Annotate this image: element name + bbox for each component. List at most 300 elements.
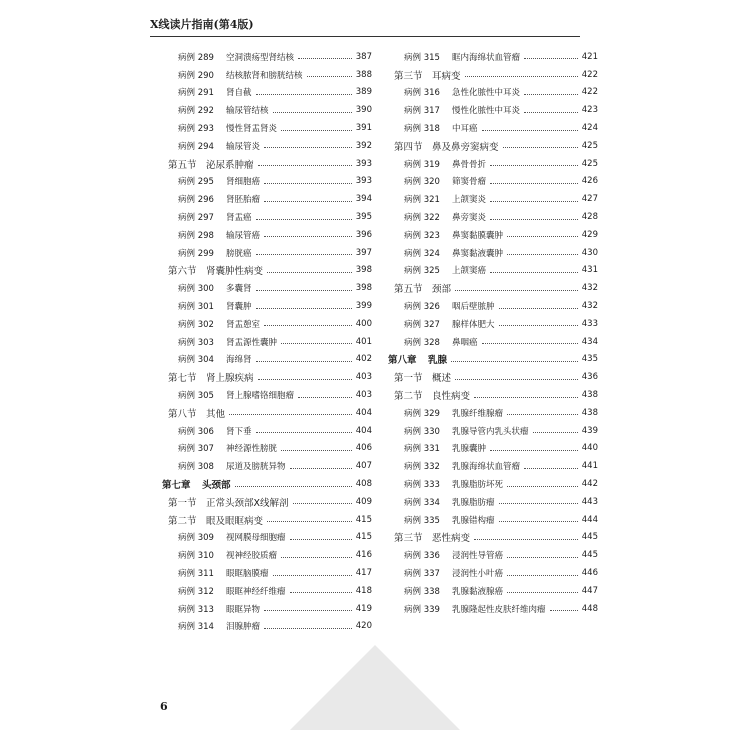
toc-entry-case — [388, 457, 598, 475]
toc-entry-page: 397 — [355, 247, 372, 258]
toc-entry-label: 病例 323 — [404, 230, 440, 241]
toc-leader-dots — [256, 308, 352, 309]
toc-entry-case — [388, 208, 598, 226]
toc-entry-label: 病例 293 — [178, 124, 214, 135]
toc-entry-title: 肾盂源性囊肿 — [226, 337, 278, 348]
toc-leader-dots — [298, 397, 352, 398]
toc-entry-title: 乳腺海绵状血管瘤 — [452, 462, 521, 473]
toc-entry-page: 442 — [581, 479, 598, 490]
toc-entry-page: 430 — [581, 247, 598, 258]
toc-entry-title: 咽后壁脓肿 — [452, 302, 495, 313]
toc-leader-dots — [256, 361, 352, 362]
toc-entry-title: 眶内海绵状血管瘤 — [452, 52, 521, 63]
toc-entry-page: 441 — [581, 461, 598, 472]
toc-entry-title: 急性化脓性中耳炎 — [452, 88, 521, 99]
toc-entry-page: 434 — [581, 336, 598, 347]
toc-leader-dots — [465, 76, 578, 77]
toc-entry-label: 病例 303 — [178, 337, 214, 348]
toc-entry-label: 第二节 — [394, 391, 423, 403]
toc-entry-page: 408 — [355, 479, 372, 490]
toc-entry-section — [162, 262, 372, 280]
toc-entry-page: 415 — [355, 532, 372, 543]
toc-entry-section — [162, 511, 372, 529]
toc-entry-title: 多囊肾 — [226, 284, 252, 295]
toc-entry-page: 395 — [355, 212, 372, 223]
toc-entry-title: 其他 — [206, 408, 226, 420]
toc-leader-dots — [264, 236, 352, 237]
toc-entry-title: 腺样体肥大 — [452, 319, 495, 330]
toc-entry-title: 泌尿系肿瘤 — [206, 159, 254, 171]
toc-leader-dots — [499, 503, 578, 504]
toc-entry-title: 尿道及膀胱异物 — [226, 462, 286, 473]
toc-entry-title: 泪腺肿瘤 — [226, 622, 261, 633]
toc-entry-page: 396 — [355, 229, 372, 240]
toc-entry-title: 颈部 — [432, 284, 452, 296]
toc-leader-dots — [524, 468, 578, 469]
toc-entry-label: 病例 339 — [404, 604, 440, 615]
toc-entry-case — [162, 173, 372, 191]
toc-leader-dots — [307, 76, 352, 77]
toc-leader-dots — [490, 201, 578, 202]
toc-entry-page: 432 — [581, 283, 598, 294]
toc-entry-page: 438 — [581, 390, 598, 401]
toc-entry-title: 慢性肾盂肾炎 — [226, 124, 278, 135]
toc-leader-dots — [264, 325, 352, 326]
toc-entry-case — [162, 422, 372, 440]
toc-entry-section — [162, 493, 372, 511]
toc-entry-section — [388, 529, 598, 547]
toc-entry-case — [388, 315, 598, 333]
toc-entry-title: 头颈部 — [202, 480, 231, 492]
toc-entry-case — [388, 600, 598, 618]
toc-entry-page: 409 — [355, 496, 372, 507]
page-number: 6 — [160, 700, 168, 713]
toc-leader-dots — [267, 521, 352, 522]
toc-entry-label: 病例 298 — [178, 230, 214, 241]
toc-entry-case — [162, 386, 372, 404]
toc-entry-label: 病例 320 — [404, 177, 440, 188]
toc-entry-case — [162, 440, 372, 458]
toc-entry-page: 407 — [355, 461, 372, 472]
toc-entry-case — [388, 155, 598, 173]
toc-entry-title: 鼻咽癌 — [452, 337, 478, 348]
toc-leader-dots — [264, 628, 352, 629]
toc-entry-case — [162, 84, 372, 102]
toc-entry-title: 乳腺错构瘤 — [452, 515, 495, 526]
toc-entry-case — [162, 529, 372, 547]
toc-entry-title: 鼻及鼻旁窦病变 — [432, 141, 499, 153]
toc-leader-dots — [490, 450, 578, 451]
toc-leader-dots — [499, 308, 578, 309]
toc-leader-dots — [499, 521, 578, 522]
toc-leader-dots — [264, 183, 352, 184]
toc-entry-case — [162, 600, 372, 618]
toc-entry-title: 眼眶异物 — [226, 604, 261, 615]
toc-entry-page: 400 — [355, 318, 372, 329]
toc-entry-title: 恶性病变 — [432, 533, 471, 545]
toc-entry-label: 第五节 — [394, 284, 423, 296]
toc-entry-page: 438 — [581, 407, 598, 418]
toc-leader-dots — [264, 610, 352, 611]
toc-entry-title: 空洞溃疡型肾结核 — [226, 52, 295, 63]
toc-leader-dots — [507, 592, 578, 593]
toc-entry-label: 病例 336 — [404, 551, 440, 562]
toc-entry-title: 眼眶脑膜瘤 — [226, 569, 269, 579]
toc-entry-title: 乳腺囊肿 — [452, 444, 487, 455]
toc-leader-dots — [258, 165, 352, 166]
toc-entry-label: 病例 291 — [178, 88, 214, 99]
toc-leader-dots — [256, 254, 352, 255]
toc-entry-title: 眼眶神经纤维瘤 — [226, 586, 286, 597]
toc-entry-case — [388, 582, 598, 600]
toc-entry-case — [162, 226, 372, 244]
toc-leader-dots — [550, 610, 578, 611]
toc-entry-label: 病例 331 — [404, 444, 440, 455]
toc-leader-dots — [455, 290, 578, 291]
toc-entry-case — [388, 511, 598, 529]
toc-entry-title: 肾盂癌 — [226, 213, 252, 224]
toc-entry-title: 肾胚胎瘤 — [226, 195, 261, 206]
toc-entry-label: 病例 317 — [404, 106, 440, 117]
toc-entry-title: 鼻窦黏膜囊肿 — [452, 230, 504, 241]
toc-entry-page: 427 — [581, 194, 598, 205]
toc-entry-label: 病例 318 — [404, 124, 440, 135]
toc-leader-dots — [281, 343, 352, 344]
toc-entry-label: 第六节 — [168, 266, 197, 278]
toc-entry-title: 肾上腺疾病 — [206, 373, 254, 385]
toc-entry-label: 病例 322 — [404, 213, 440, 224]
toc-entry-label: 第三节 — [394, 533, 423, 545]
toc-entry-title: 鼻窦黏液囊肿 — [452, 248, 504, 259]
toc-leader-dots — [490, 272, 578, 273]
toc-leader-dots — [264, 201, 352, 202]
toc-entry-label: 病例 305 — [178, 391, 214, 402]
toc-entry-case — [388, 493, 598, 511]
toc-entry-title: 中耳癌 — [452, 124, 478, 135]
toc-entry-page: 429 — [581, 229, 598, 240]
toc-entry-page: 420 — [355, 621, 372, 632]
toc-entry-section — [388, 368, 598, 386]
toc-leader-dots — [507, 486, 578, 487]
toc-leader-dots — [507, 414, 578, 415]
toc-leader-dots — [290, 592, 352, 593]
toc-entry-title: 眼及眼眶病变 — [206, 515, 264, 527]
toc-entry-page: 439 — [581, 425, 598, 436]
toc-entry-label: 病例 312 — [178, 586, 214, 597]
toc-entry-case — [388, 297, 598, 315]
toc-leader-dots — [281, 450, 352, 451]
toc-entry-title: 肾细胞癌 — [226, 177, 261, 188]
toc-entry-page: 406 — [355, 443, 372, 454]
toc-leader-dots — [290, 468, 352, 469]
toc-entry-label: 第一节 — [394, 373, 423, 385]
toc-entry-case — [162, 457, 372, 475]
toc-entry-label: 病例 326 — [404, 302, 440, 313]
toc-entry-case — [162, 101, 372, 119]
toc-entry-title: 肾囊肿 — [226, 302, 252, 313]
toc-entry-title: 肾上腺嗜铬细胞瘤 — [226, 391, 295, 402]
toc-entry-case — [162, 190, 372, 208]
toc-entry-label: 病例 315 — [404, 52, 440, 63]
toc-entry-case — [388, 244, 598, 262]
toc-entry-case — [388, 440, 598, 458]
toc-entry-case — [162, 564, 372, 582]
toc-leader-dots — [273, 112, 352, 113]
toc-entry-title: 肾盂憩室 — [226, 319, 261, 330]
toc-entry-label: 病例 313 — [178, 604, 214, 615]
toc-entry-case — [388, 404, 598, 422]
toc-entry-label: 病例 314 — [178, 622, 214, 633]
toc-entry-page: 392 — [355, 140, 372, 151]
toc-entry-page: 391 — [355, 123, 372, 134]
toc-entry-case — [162, 244, 372, 262]
toc-entry-section — [162, 368, 372, 386]
toc-entry-label: 病例 321 — [404, 195, 440, 206]
toc-entry-page: 388 — [355, 69, 372, 80]
toc-entry-label: 病例 309 — [178, 533, 214, 544]
toc-entry-title: 乳腺 — [428, 355, 448, 367]
toc-entry-case — [162, 279, 372, 297]
toc-entry-case — [162, 137, 372, 155]
toc-entry-page: 446 — [581, 568, 598, 578]
toc-entry-section — [388, 66, 598, 84]
toc-entry-title: 乳腺隆起性皮肤纤维肉瘤 — [452, 604, 546, 615]
toc-entry-title: 膀胱癌 — [226, 248, 252, 259]
toc-leader-dots — [507, 236, 578, 237]
toc-entry-page: 428 — [581, 212, 598, 223]
toc-entry-case — [162, 208, 372, 226]
toc-entry-page: 422 — [581, 69, 598, 80]
toc-entry-title: 结核脓肾和膀胱结核 — [226, 70, 303, 81]
toc-entry-title: 耳病变 — [432, 70, 461, 82]
toc-entry-label: 病例 325 — [404, 266, 440, 277]
toc-entry-page: 393 — [355, 158, 372, 169]
toc-entry-page: 433 — [581, 318, 598, 329]
toc-entry-page: 402 — [355, 354, 372, 365]
toc-entry-label: 病例 295 — [178, 177, 214, 188]
toc-leader-dots — [533, 432, 578, 433]
toc-leader-dots — [256, 219, 352, 220]
toc-leader-dots — [524, 94, 578, 95]
toc-entry-page: 440 — [581, 443, 598, 454]
toc-entry-case — [388, 564, 598, 582]
toc-entry-title: 乳腺黏液腺癌 — [452, 586, 504, 597]
toc-entry-case — [162, 546, 372, 564]
toc-entry-page: 432 — [581, 301, 598, 312]
toc-entry-title: 视网膜母细胞瘤 — [226, 533, 286, 544]
toc-entry-page: 399 — [355, 301, 372, 312]
toc-entry-label: 第一节 — [168, 497, 197, 509]
toc-entry-case — [388, 262, 598, 280]
toc-entry-page: 422 — [581, 87, 598, 98]
toc-entry-title: 鼻骨骨折 — [452, 159, 487, 170]
toc-entry-label: 病例 316 — [404, 88, 440, 99]
toc-leader-dots — [256, 432, 352, 433]
toc-entry-page: 444 — [581, 514, 598, 525]
toc-entry-title: 输尿管炎 — [226, 141, 261, 152]
toc-entry-label: 病例 299 — [178, 248, 214, 259]
toc-entry-title: 乳腺纤维腺瘤 — [452, 408, 504, 419]
toc-leader-dots — [273, 575, 352, 576]
toc-entry-section — [388, 137, 598, 155]
toc-entry-page: 431 — [581, 265, 598, 276]
toc-entry-label: 第三节 — [394, 70, 423, 82]
toc-entry-label: 病例 307 — [178, 444, 214, 455]
toc-entry-title: 浸润性小叶癌 — [452, 569, 504, 579]
toc-entry-case — [388, 333, 598, 351]
toc-entry-page: 445 — [581, 550, 598, 561]
toc-entry-label: 病例 300 — [178, 284, 214, 295]
toc-leader-dots — [281, 130, 352, 131]
toc-leader-dots — [490, 219, 578, 220]
toc-entry-label: 第七节 — [168, 373, 197, 385]
toc-entry-page: 436 — [581, 372, 598, 383]
toc-entry-label: 病例 327 — [404, 319, 440, 330]
toc-leader-dots — [258, 379, 352, 380]
toc-entry-section — [162, 404, 372, 422]
toc-entry-case — [388, 119, 598, 137]
toc-leader-dots — [482, 130, 578, 131]
toc-entry-case — [162, 48, 372, 66]
toc-entry-title: 乳腺导管内乳头状瘤 — [452, 426, 529, 437]
toc-entry-page: 424 — [581, 123, 598, 134]
toc-entry-section — [388, 386, 598, 404]
toc-entry-title: 肾自截 — [226, 88, 252, 99]
toc-leader-dots — [235, 486, 352, 487]
toc-entry-section — [162, 155, 372, 173]
toc-leader-dots — [267, 272, 352, 273]
toc-entry-title: 浸润性导管癌 — [452, 551, 504, 562]
toc-entry-label: 第五节 — [168, 159, 197, 171]
toc-entry-label: 病例 329 — [404, 408, 440, 419]
toc-leader-dots — [499, 325, 578, 326]
toc-entry-case — [388, 422, 598, 440]
toc-entry-title: 良性病变 — [432, 391, 471, 403]
toc-entry-label: 病例 328 — [404, 337, 440, 348]
toc-entry-title: 海绵肾 — [226, 355, 252, 366]
toc-entry-title: 慢性化脓性中耳炎 — [452, 106, 521, 117]
toc-entry-title: 上颌窦炎 — [452, 195, 487, 206]
toc-column-right — [388, 48, 598, 618]
toc-entry-label: 病例 337 — [404, 569, 440, 579]
toc-leader-dots — [256, 94, 352, 95]
toc-entry-case — [388, 190, 598, 208]
toc-entry-title: 视神经胶质瘤 — [226, 551, 278, 562]
toc-entry-page: 419 — [355, 603, 372, 614]
toc-entry-label: 病例 296 — [178, 195, 214, 206]
toc-entry-chapter — [388, 351, 598, 369]
toc-entry-label: 病例 311 — [178, 569, 214, 579]
toc-leader-dots — [482, 343, 578, 344]
toc-entry-page: 398 — [355, 265, 372, 276]
toc-entry-title: 筛窦骨瘤 — [452, 177, 487, 188]
toc-leader-dots — [298, 58, 352, 59]
toc-entry-page: 447 — [581, 585, 598, 596]
toc-entry-page: 418 — [355, 585, 372, 596]
toc-entry-label: 第八章 — [388, 355, 417, 367]
toc-entry-label: 病例 319 — [404, 159, 440, 170]
toc-leader-dots — [507, 557, 578, 558]
toc-entry-label: 病例 334 — [404, 497, 440, 508]
toc-entry-section — [388, 279, 598, 297]
toc-entry-case — [162, 618, 372, 636]
toc-entry-label: 第四节 — [394, 141, 423, 153]
toc-entry-label: 病例 308 — [178, 462, 214, 473]
toc-entry-title: 概述 — [432, 373, 452, 385]
toc-entry-label: 病例 302 — [178, 319, 214, 330]
toc-entry-page: 393 — [355, 176, 372, 187]
toc-leader-dots — [264, 147, 352, 148]
toc-entry-label: 第八节 — [168, 408, 197, 420]
toc-entry-case — [162, 119, 372, 137]
running-header: X线读片指南(第4版) — [150, 16, 580, 37]
toc-entry-title: 输尿管结核 — [226, 106, 269, 117]
toc-entry-page: 387 — [355, 51, 372, 62]
toc-entry-page: 403 — [355, 372, 372, 383]
toc-entry-case — [162, 582, 372, 600]
toc-entry-title: 肾下垂 — [226, 426, 252, 437]
toc-entry-label: 病例 335 — [404, 515, 440, 526]
toc-leader-dots — [524, 58, 578, 59]
toc-entry-title: 正常头颈部X线解剖 — [206, 497, 289, 509]
toc-entry-title: 上颌窦癌 — [452, 266, 487, 277]
toc-leader-dots — [524, 112, 578, 113]
toc-leader-dots — [474, 539, 578, 540]
toc-entry-title: 输尿管癌 — [226, 230, 261, 241]
toc-leader-dots — [451, 361, 578, 362]
toc-entry-label: 病例 289 — [178, 52, 214, 63]
toc-entry-page: 416 — [355, 550, 372, 561]
toc-entry-label: 病例 332 — [404, 462, 440, 473]
toc-leader-dots — [455, 379, 578, 380]
toc-entry-label: 病例 310 — [178, 551, 214, 562]
toc-entry-label: 病例 333 — [404, 480, 440, 491]
toc-leader-dots — [474, 397, 578, 398]
toc-leader-dots — [507, 254, 578, 255]
toc-entry-case — [388, 475, 598, 493]
toc-entry-page: 448 — [581, 603, 598, 614]
toc-entry-page: 389 — [355, 87, 372, 98]
toc-entry-case — [388, 84, 598, 102]
toc-entry-label: 第七章 — [162, 480, 191, 492]
toc-leader-dots — [281, 557, 352, 558]
toc-entry-case — [162, 66, 372, 84]
toc-leader-dots — [503, 147, 578, 148]
toc-entry-case — [162, 351, 372, 369]
toc-entry-page: 415 — [355, 514, 372, 525]
toc-entry-case — [388, 48, 598, 66]
toc-entry-page: 394 — [355, 194, 372, 205]
toc-entry-label: 病例 292 — [178, 106, 214, 117]
toc-entry-page: 401 — [355, 336, 372, 347]
toc-entry-page: 390 — [355, 105, 372, 116]
toc-entry-page: 404 — [355, 425, 372, 436]
toc-entry-title: 乳腺脂肪瘤 — [452, 497, 495, 508]
toc-entry-title: 神经源性膀胱 — [226, 444, 278, 455]
toc-entry-label: 病例 290 — [178, 70, 214, 81]
toc-leader-dots — [490, 165, 578, 166]
toc-entry-page: 443 — [581, 496, 598, 507]
toc-entry-page: 417 — [355, 568, 372, 578]
toc-entry-label: 病例 301 — [178, 302, 214, 313]
toc-entry-label: 病例 304 — [178, 355, 214, 366]
toc-leader-dots — [290, 539, 352, 540]
toc-column-left — [162, 48, 372, 635]
toc-entry-case — [162, 315, 372, 333]
toc-entry-page: 398 — [355, 283, 372, 294]
toc-entry-label: 病例 338 — [404, 586, 440, 597]
toc-entry-label: 病例 324 — [404, 248, 440, 259]
